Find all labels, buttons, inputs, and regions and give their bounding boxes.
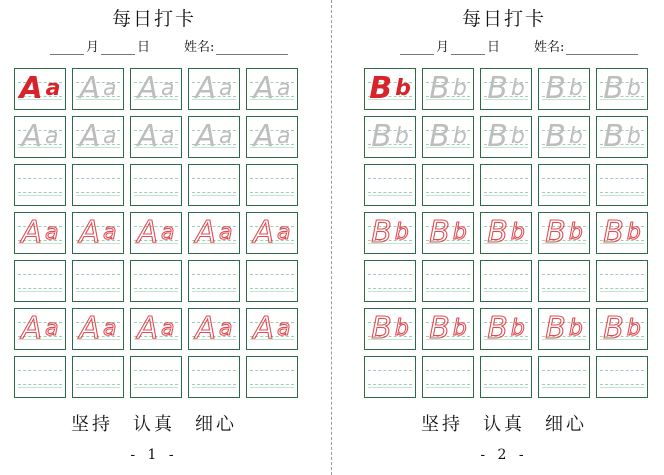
writing-cell[interactable] [422, 260, 474, 302]
writing-cell[interactable] [538, 164, 590, 206]
uppercase-letter: B [371, 311, 392, 346]
dotted-letter-pair [539, 309, 589, 349]
uppercase-letter: A [195, 311, 217, 346]
writing-cell[interactable] [422, 164, 474, 206]
motto-word: 细心 [545, 414, 587, 435]
name-blank[interactable] [566, 40, 638, 55]
writing-cell[interactable] [246, 308, 298, 350]
gray-letter-pair [539, 69, 589, 109]
lowercase-letter: b [395, 76, 411, 101]
gray-letter-pair [481, 117, 531, 157]
name-blank[interactable] [216, 40, 288, 55]
writing-cell[interactable] [364, 116, 416, 158]
gray-letter-pair [131, 117, 181, 157]
writing-cell[interactable] [246, 212, 298, 254]
writing-cell[interactable] [130, 164, 182, 206]
writing-cell[interactable] [72, 260, 124, 302]
uppercase-letter: B [603, 311, 624, 346]
lowercase-letter: b [568, 220, 583, 245]
motto-word: 认真 [133, 414, 175, 435]
writing-cell[interactable] [538, 212, 590, 254]
uppercase-letter: A [253, 119, 275, 154]
gray-letter-pair [423, 69, 473, 109]
lowercase-letter: a [45, 316, 59, 341]
writing-cell[interactable] [596, 260, 648, 302]
writing-cell[interactable] [130, 356, 182, 398]
lowercase-letter: a [103, 76, 117, 101]
writing-cell[interactable] [14, 308, 66, 350]
dotted-letter-pair [73, 213, 123, 253]
name-label: 姓名: [534, 40, 565, 55]
dotted-letter-pair [423, 213, 473, 253]
lowercase-letter: a [103, 316, 117, 341]
writing-cell[interactable] [538, 356, 590, 398]
dotted-letter-pair [247, 213, 297, 253]
writing-cell[interactable] [364, 164, 416, 206]
writing-cell[interactable] [480, 164, 532, 206]
writing-cell[interactable] [246, 116, 298, 158]
uppercase-letter: A [137, 215, 159, 250]
gray-letter-pair [423, 117, 473, 157]
page-number: - 1 - [130, 447, 178, 463]
lowercase-letter: a [45, 76, 61, 101]
writing-cell[interactable] [130, 68, 182, 110]
worksheet-page-2 [362, 0, 662, 475]
dotted-letter-pair [539, 213, 589, 253]
dotted-letter-pair [15, 213, 65, 253]
uppercase-letter: B [371, 215, 392, 250]
dotted-letter-pair [597, 309, 647, 349]
lowercase-letter: b [452, 316, 467, 341]
writing-cell[interactable] [72, 164, 124, 206]
dotted-letter-pair [247, 309, 297, 349]
uppercase-letter: B [429, 119, 450, 154]
gray-letter-pair [247, 69, 297, 109]
dotted-letter-pair [131, 309, 181, 349]
writing-cell[interactable] [246, 356, 298, 398]
writing-cell[interactable] [364, 212, 416, 254]
month-blank[interactable] [400, 40, 434, 55]
writing-cell[interactable] [480, 116, 532, 158]
uppercase-letter: B [487, 311, 508, 346]
solid-letter-pair [365, 69, 415, 109]
dotted-letter-pair [365, 213, 415, 253]
writing-cell[interactable] [130, 212, 182, 254]
dotted-letter-pair [481, 309, 531, 349]
writing-cell[interactable] [14, 212, 66, 254]
dotted-letter-pair [189, 213, 239, 253]
motto-word: 坚持 [71, 414, 113, 435]
practice-grid [364, 68, 652, 398]
writing-cell[interactable] [188, 164, 240, 206]
lowercase-letter: a [277, 220, 291, 245]
lowercase-letter: a [219, 316, 233, 341]
motto [362, 410, 646, 436]
writing-cell[interactable] [596, 212, 648, 254]
lowercase-letter: a [103, 220, 117, 245]
writing-cell[interactable] [596, 116, 648, 158]
uppercase-letter: B [369, 71, 393, 106]
dotted-letter-pair [15, 309, 65, 349]
lowercase-letter: b [626, 76, 641, 101]
writing-cell[interactable] [480, 356, 532, 398]
lowercase-letter: a [219, 124, 233, 149]
dotted-letter-pair [131, 213, 181, 253]
writing-cell[interactable] [14, 260, 66, 302]
writing-cell[interactable] [596, 164, 648, 206]
writing-cell[interactable] [596, 68, 648, 110]
writing-cell[interactable] [130, 260, 182, 302]
gray-letter-pair [73, 69, 123, 109]
name-label: 姓名: [184, 40, 215, 55]
dotted-letter-pair [73, 309, 123, 349]
writing-cell[interactable] [538, 116, 590, 158]
lowercase-letter: b [568, 316, 583, 341]
lowercase-letter: b [626, 316, 641, 341]
page-title: 每日打卡 [461, 8, 546, 30]
uppercase-letter: B [545, 119, 566, 154]
writing-cell[interactable] [188, 212, 240, 254]
month-blank[interactable] [50, 40, 84, 55]
writing-cell[interactable] [480, 260, 532, 302]
writing-cell[interactable] [188, 260, 240, 302]
uppercase-letter: B [487, 119, 508, 154]
writing-cell[interactable] [72, 68, 124, 110]
writing-cell[interactable] [246, 68, 298, 110]
uppercase-letter: A [79, 215, 101, 250]
writing-cell[interactable] [422, 116, 474, 158]
lowercase-letter: a [103, 124, 117, 149]
lowercase-letter: b [394, 124, 409, 149]
lowercase-letter: b [510, 220, 525, 245]
gray-letter-pair [597, 117, 647, 157]
lowercase-letter: b [626, 124, 641, 149]
lowercase-letter: b [452, 124, 467, 149]
writing-cell[interactable] [188, 68, 240, 110]
lowercase-letter: b [510, 124, 525, 149]
lowercase-letter: b [452, 76, 467, 101]
uppercase-letter: A [137, 119, 159, 154]
uppercase-letter: B [603, 119, 624, 154]
gray-letter-pair [539, 117, 589, 157]
writing-cell[interactable] [188, 116, 240, 158]
writing-cell[interactable] [422, 212, 474, 254]
month-label: 月 [436, 40, 450, 55]
lowercase-letter: a [277, 316, 291, 341]
day-label: 日 [487, 40, 501, 55]
writing-cell[interactable] [596, 356, 648, 398]
uppercase-letter: B [545, 215, 566, 250]
motto-word: 坚持 [421, 414, 463, 435]
uppercase-letter: B [545, 311, 566, 346]
writing-cell[interactable] [422, 356, 474, 398]
dotted-letter-pair [481, 213, 531, 253]
writing-cell[interactable] [72, 308, 124, 350]
lowercase-letter: b [626, 220, 641, 245]
writing-cell[interactable] [364, 308, 416, 350]
uppercase-letter: B [545, 71, 566, 106]
writing-cell[interactable] [246, 260, 298, 302]
writing-cell[interactable] [364, 68, 416, 110]
motto-word: 认真 [483, 414, 525, 435]
uppercase-letter: A [137, 71, 159, 106]
uppercase-letter: B [429, 71, 450, 106]
lowercase-letter: b [510, 316, 525, 341]
writing-cell[interactable] [14, 164, 66, 206]
uppercase-letter: A [79, 71, 101, 106]
uppercase-letter: A [19, 71, 43, 106]
lowercase-letter: a [219, 76, 233, 101]
dotted-letter-pair [365, 309, 415, 349]
gray-letter-pair [481, 69, 531, 109]
gray-letter-pair [189, 69, 239, 109]
gray-letter-pair [597, 69, 647, 109]
uppercase-letter: A [253, 71, 275, 106]
lowercase-letter: a [277, 124, 291, 149]
dotted-letter-pair [423, 309, 473, 349]
writing-cell[interactable] [538, 260, 590, 302]
lowercase-letter: a [45, 124, 59, 149]
writing-cell[interactable] [364, 356, 416, 398]
day-label: 日 [137, 40, 151, 55]
solid-letter-pair [15, 69, 65, 109]
uppercase-letter: A [79, 311, 101, 346]
writing-cell[interactable] [480, 308, 532, 350]
writing-cell[interactable] [130, 308, 182, 350]
lowercase-letter: b [394, 220, 409, 245]
uppercase-letter: B [603, 215, 624, 250]
writing-cell[interactable] [72, 356, 124, 398]
uppercase-letter: A [21, 311, 43, 346]
gray-letter-pair [247, 117, 297, 157]
uppercase-letter: A [253, 311, 275, 346]
writing-cell[interactable] [364, 260, 416, 302]
day-blank[interactable] [451, 40, 485, 55]
lowercase-letter: a [45, 220, 59, 245]
date-name-line [50, 36, 302, 56]
gray-letter-pair [365, 117, 415, 157]
writing-cell[interactable] [188, 308, 240, 350]
practice-grid [14, 68, 302, 398]
lowercase-letter: a [161, 124, 175, 149]
writing-cell[interactable] [422, 308, 474, 350]
gray-letter-pair [73, 117, 123, 157]
uppercase-letter: A [21, 215, 43, 250]
uppercase-letter: A [21, 119, 43, 154]
writing-cell[interactable] [14, 116, 66, 158]
writing-cell[interactable] [130, 116, 182, 158]
lowercase-letter: b [510, 76, 525, 101]
writing-cell[interactable] [72, 212, 124, 254]
writing-cell[interactable] [14, 356, 66, 398]
uppercase-letter: A [195, 215, 217, 250]
worksheet-page-1 [12, 0, 312, 475]
page-title: 每日打卡 [111, 8, 196, 30]
uppercase-letter: A [137, 311, 159, 346]
writing-cell[interactable] [538, 308, 590, 350]
uppercase-letter: B [429, 215, 450, 250]
gray-letter-pair [131, 69, 181, 109]
lowercase-letter: a [161, 220, 175, 245]
uppercase-letter: B [487, 215, 508, 250]
gray-letter-pair [189, 117, 239, 157]
gray-letter-pair [15, 117, 65, 157]
writing-cell[interactable] [246, 164, 298, 206]
lowercase-letter: b [568, 76, 583, 101]
writing-cell[interactable] [480, 68, 532, 110]
motto [12, 410, 296, 436]
date-name-line [400, 36, 652, 56]
uppercase-letter: A [195, 71, 217, 106]
lowercase-letter: a [161, 316, 175, 341]
lowercase-letter: a [219, 220, 233, 245]
lowercase-letter: b [452, 220, 467, 245]
month-label: 月 [86, 40, 100, 55]
writing-cell[interactable] [422, 68, 474, 110]
page-divider [331, 0, 332, 475]
motto-word: 细心 [195, 414, 237, 435]
page-number: - 2 - [480, 447, 528, 463]
uppercase-letter: B [487, 71, 508, 106]
uppercase-letter: A [195, 119, 217, 154]
day-blank[interactable] [101, 40, 135, 55]
uppercase-letter: B [429, 311, 450, 346]
writing-cell[interactable] [596, 308, 648, 350]
writing-cell[interactable] [538, 68, 590, 110]
lowercase-letter: b [568, 124, 583, 149]
writing-cell[interactable] [480, 212, 532, 254]
writing-cell[interactable] [188, 356, 240, 398]
uppercase-letter: A [253, 215, 275, 250]
lowercase-letter: b [394, 316, 409, 341]
dotted-letter-pair [189, 309, 239, 349]
lowercase-letter: a [161, 76, 175, 101]
uppercase-letter: B [371, 119, 392, 154]
writing-cell[interactable] [14, 68, 66, 110]
lowercase-letter: a [277, 76, 291, 101]
writing-cell[interactable] [72, 116, 124, 158]
uppercase-letter: A [79, 119, 101, 154]
dotted-letter-pair [597, 213, 647, 253]
uppercase-letter: B [603, 71, 624, 106]
